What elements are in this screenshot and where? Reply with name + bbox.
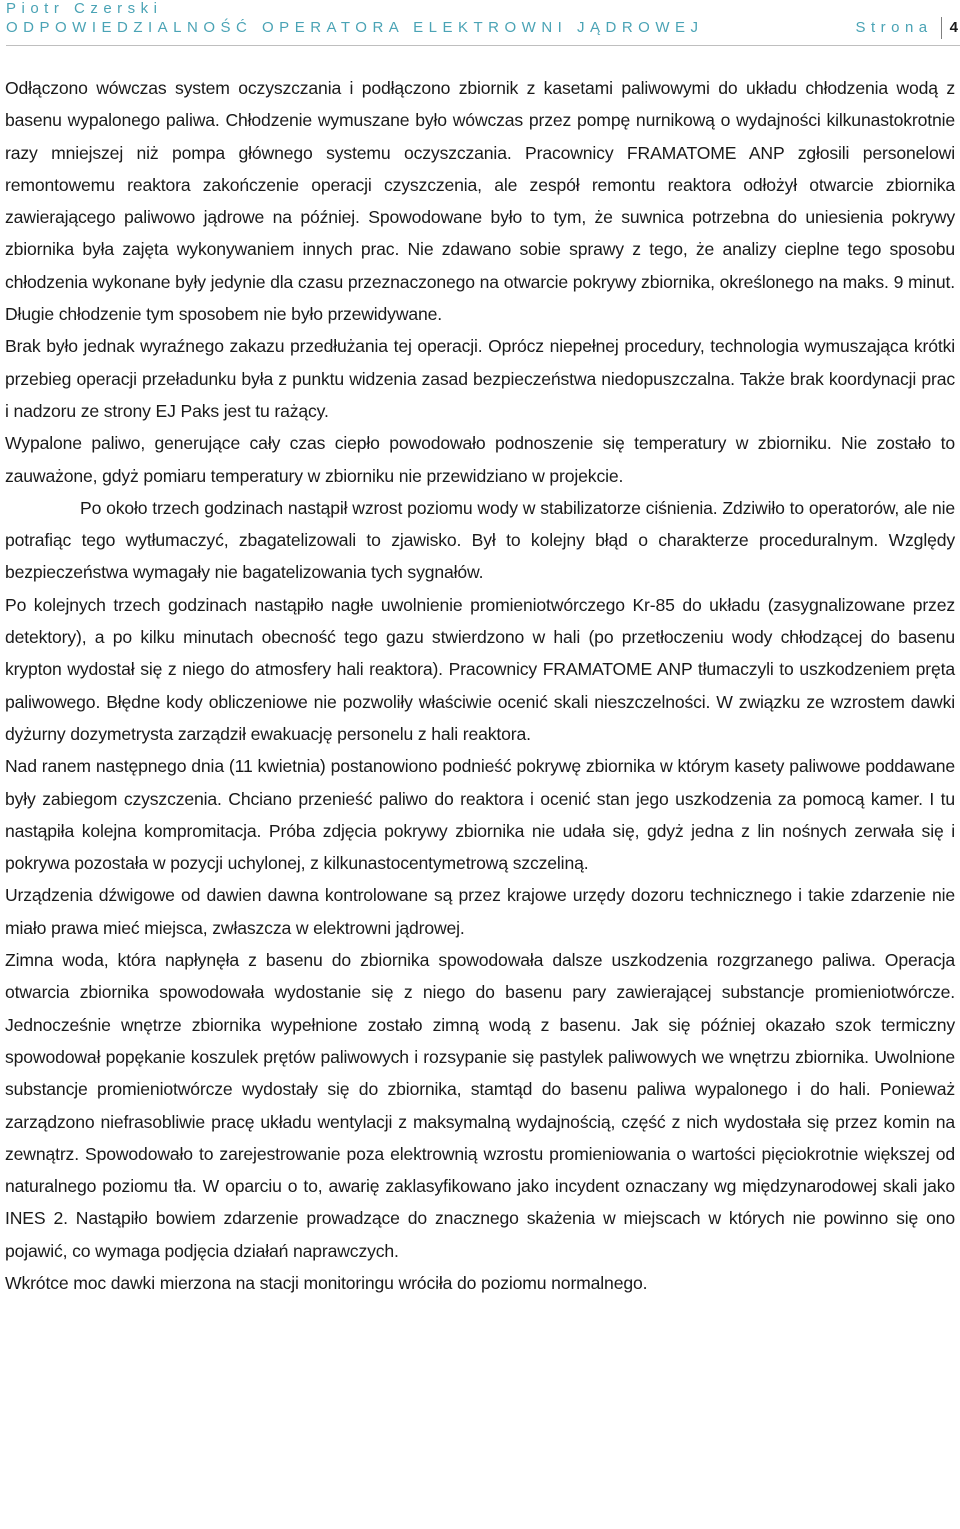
header-title: ODPOWIEDZIALNOŚĆ OPERATORA ELEKTROWNI JĄDROWEJ bbox=[6, 19, 704, 36]
paragraph-2: Brak było jednak wyraźnego zakazu przedłużania tej operacji. Oprócz niepełnej procedury, technologia wymuszająca krótki przebieg operacji przeładunku była z punktu widzenia zasad bezpieczeństwa niedopuszczalna. Także brak koordynacji prac i nadzoru ze strony EJ Paks jest tu rażący. bbox=[5, 336, 955, 421]
header-author: Piotr Czerski bbox=[6, 0, 163, 17]
page-separator bbox=[941, 17, 942, 39]
paragraph-7: Urządzenia dźwigowe od dawien dawna kontrolowane są przez krajowe urzędy dozoru technicznego i takie zdarzenie nie miało prawa mieć miejsca, zwłaszcza w elektrowni jądrowej. bbox=[5, 885, 955, 938]
paragraph-5: Po kolejnych trzech godzinach nastąpiło nagłe uwolnienie promieniotwórczego Kr-85 do układu (zasygnalizowane przez detektory), a po kilku minutach obecność tego gazu stwierdzono w hali (po przetłoczeniu wody chłodzącej do basenu krypton wydostał się z niego do atmosfery hali reaktora). Pracownicy FRAMATOME ANP tłumaczyli to uszkodzeniem pręta paliwowego. Błędne kody obliczeniowe nie pozwoliły właściwie ocenić skali nieszczelności. W związku ze wzrostem dawki dyżurny dozymetrysta zarządził ewakuację personelu z hali reaktora. bbox=[5, 594, 955, 744]
page-header bbox=[6, 0, 960, 48]
paragraph-6: Nad ranem następnego dnia (11 kwietnia) postanowiono podnieść pokrywę zbiornika w którym kasety paliwowe poddawane były zabiegom czyszczenia. Chciano przenieść paliwo do reaktora i ocenić stan jego uszkodzenia za pomocą kamer. I tu nastąpiła kolejna kompromitacja. Próba zdjęcia pokrywy zbiornika nie udała się, gdyż jedna z lin nośnych zerwała się i pokrywa pozostała w pozycji uchylonej, z kilkunastocentymetrową szczeliną. bbox=[5, 756, 955, 874]
paragraph-8: Zimna woda, która napłynęła z basenu do zbiornika spowodowała dalsze uszkodzenia rozgrzanego paliwa. Operacja otwarcia zbiornika spowodowała wydostanie się z niego do basenu pary zawierającej substancje promieniotwórcze. Jednocześnie wnętrze zbiornika wypełnione zostało zimną wodą z basenu. Jak się później okazało szok termiczny spowodował popękanie koszulek prętów paliwowych i rozsypanie się pastylek paliwowych we wnętrzu zbiornika. Uwolnione substancje promieniotwórcze wydostały się do zbiornika, stamtąd do basenu paliwa wypalonego i do hali. Ponieważ zarządzono niefrasobliwie pracę układu wentylacji z maksymalną wydajnością, część z nich wydostała się przez komin na zewnątrz. Spowodowało to zarejestrowanie poza elektrownią wzrostu promieniowania o wartości pięciokrotnie większej od naturalnego poziomu tła. W oparciu o to, awarię zaklasyfikowano jako incydent oznaczany wg międzynarodowej skali jako INES 2. Nastąpiło bowiem zdarzenie prowadzące do znacznego skażenia w miejscach w których nie powinno się ono pojawić, co wymaga podjęcia działań naprawczych. bbox=[5, 950, 955, 1261]
page-label: Strona bbox=[855, 19, 933, 36]
header-page-indicator bbox=[855, 19, 958, 37]
paragraph-9: Wkrótce moc dawki mierzona na stacji monitoringu wróciła do poziomu normalnego. bbox=[5, 1272, 648, 1293]
header-divider bbox=[6, 45, 960, 46]
document-body bbox=[5, 72, 955, 1299]
paragraph-1: Odłączono wówczas system oczyszczania i podłączono zbiornik z kasetami paliwowymi do układu chłodzenia wodą z basenu wypalonego paliwa. Chłodzenie wymuszane było wówczas przez pompę nurnikową o wydajności kilkunastokrotnie razy mniejszej niż pompa głównego systemu oczyszczania. Pracownicy FRAMATOME ANP zgłosili personelowi remontowemu reaktora zakończenie operacji czyszczenia, ale zespół remontu reaktora odłożył otwarcie zbiornika zawierającego paliwowo jądrowe na później. Spowodowane było to tym, że suwnica potrzebna do uniesienia pokrywy zbiornika była zajęta wykonywaniem innych prac. Nie zdawano sobie sprawy z tego, że analizy cieplne tego sposobu chłodzenia wykonane były jedynie dla czasu przeznaczonego na otwarcie pokrywy zbiornika, określonego na maks. 9 minut. Długie chłodzenie tym sposobem nie było przewidywane. bbox=[5, 78, 955, 325]
paragraph-4: Po około trzech godzinach nastąpił wzrost poziomu wody w stabilizatorze ciśnienia. Zdziwiło to operatorów, ale nie potrafiąc tego wytłumaczyć, zbagatelizowali to zjawisko. Był to kolejny błąd o charakterze proceduralnym. Względy bezpieczeństwa wymagały nie bagatelizowania tych sygnałów. bbox=[5, 497, 955, 583]
page-number: 4 bbox=[949, 19, 958, 36]
paragraph-3: Wypalone paliwo, generujące cały czas ciepło powodowało podnoszenie się temperatury w zbiorniku. Nie zostało to zauważone, gdyż pomiaru temperatury w zbiorniku nie przewidziano w projekcie. bbox=[5, 433, 955, 486]
